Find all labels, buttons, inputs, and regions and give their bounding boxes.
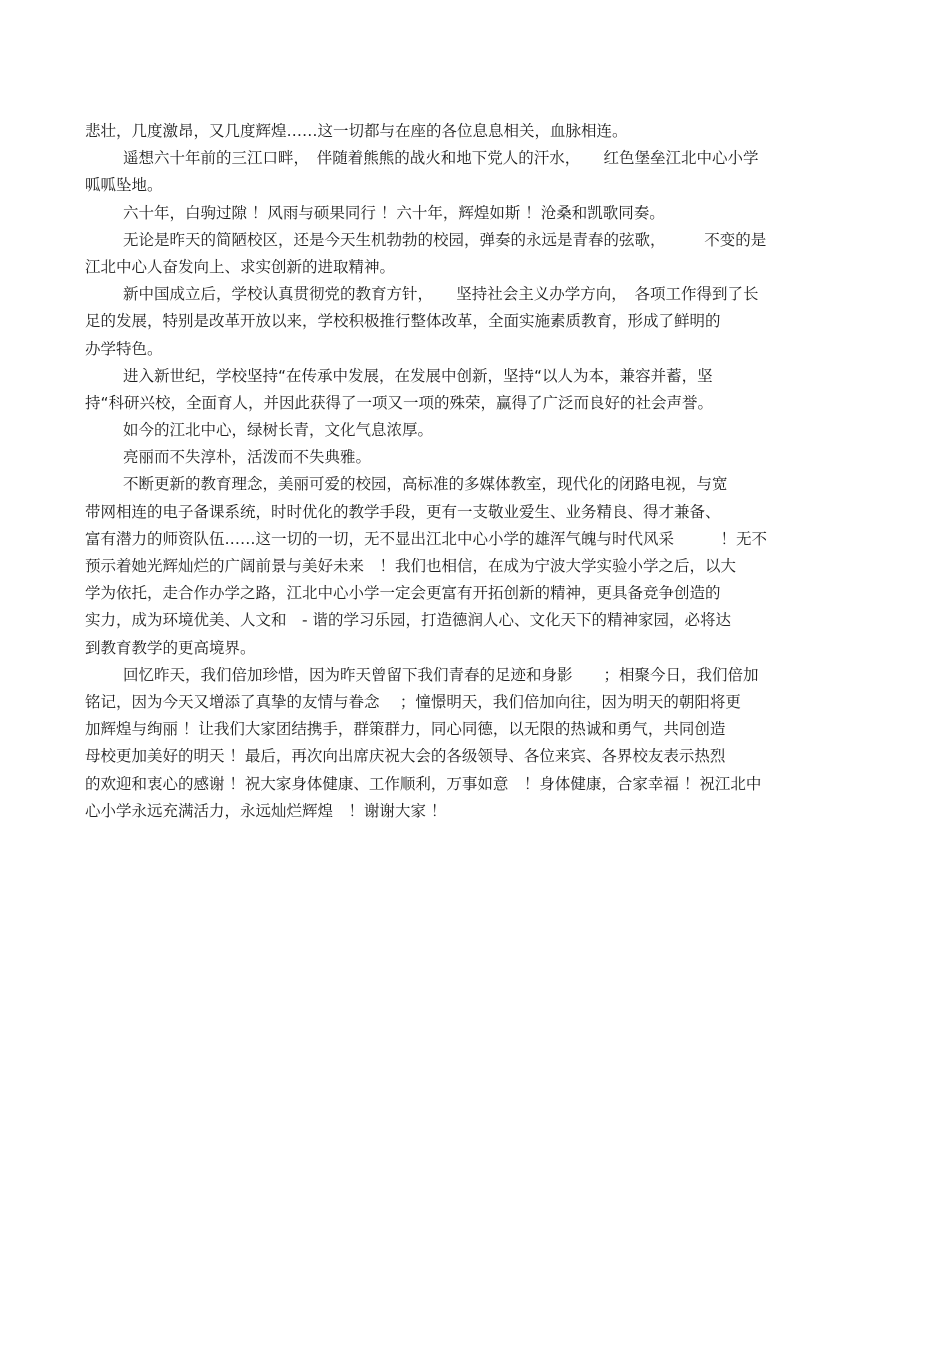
text-line: 持“科研兴校，全面育人，并因此获得了一项又一项的殊荣，赢得了广泛而良好的社会声誉。 <box>85 393 714 412</box>
text-line: 母校更加美好的明天 ！最后，再次向出席庆祝大会的各级领导、各位来宾、各界校友表示热烈 <box>85 747 726 766</box>
text-line: 的欢迎和衷心的感谢 ！祝大家身体健康、工作顺利，万事如意 ！身体健康，合家幸福 ！祝江北中 <box>85 774 762 793</box>
text-line: 江北中心人奋发向上、求实创新的进取精神。 <box>85 257 396 276</box>
text-line: 无论是昨天的简陋校区，还是今天生机勃勃的校园，弹奏的永远是青春的弦歌， 不变的是 <box>123 230 767 249</box>
text-line: 加辉煌与绚丽 ！让我们大家团结携手，群策群力，同心同德，以无限的热诚和勇气，共同创造 <box>85 720 726 739</box>
text-line: 办学特色。 <box>85 339 163 358</box>
text-line: 六十年，白驹过隙 ！风雨与硕果同行 ！六十年，辉煌如斯 ！沧桑和凯歌同奏。 <box>123 203 665 222</box>
text-line: 不断更新的教育理念，美丽可爱的校园，高标准的多媒体教室，现代化的闭路电视，与宽 <box>123 475 728 494</box>
text-line: 足的发展，特别是改革开放以来，学校积极推行整体改革，全面实施素质教育，形成了鲜明的 <box>85 312 721 331</box>
text-line: 新中国成立后，学校认真贯彻党的教育方针， 坚持社会主义办学方向， 各项工作得到了长 <box>123 285 759 304</box>
text-line: 亮丽而不失淳朴，活泼而不失典雅。 <box>123 448 372 467</box>
text-line: 到教育教学的更高境界。 <box>85 638 256 657</box>
text-line: 预示着她光辉灿烂的广阔前景与美好未来 ！我们也相信，在成为宁波大学实验小学之后，以大 <box>85 557 737 575</box>
text-line: 回忆昨天，我们倍加珍惜，因为昨天曾留下我们青春的足迹和身影 ；相聚今日，我们倍加 <box>123 665 759 684</box>
text-line: 遥想六十年前的三江口畔， 伴随着熊熊的战火和地下党人的汗水， 红色堡垒江北中心小学 <box>123 149 759 168</box>
text-line: 呱呱坠地。 <box>85 176 163 195</box>
text-line: 进入新世纪，学校坚持“在传承中发展，在发展中创新，坚持“以人为本，兼容并蓄，坚 <box>123 366 713 385</box>
text-line: 学为依托，走合作办学之路，江北中心小学一定会更富有开拓创新的精神，更具备竞争创造的 <box>85 584 721 603</box>
text-line: 带网相连的电子备课系统，时时优化的教学手段，更有一支敬业爱生、业务精良、得才兼备、 <box>85 502 721 521</box>
text-line: 铭记，因为今天又增添了真挚的友情与眷念 ；憧憬明天，我们倍加向往，因为明天的朝阳将更 <box>85 692 741 711</box>
speech-text-body <box>85 118 870 825</box>
text-line: 富有潜力的师资队伍……这一切的一切，无不显出江北中心小学的雄浑气魄与时代风采 ！无不 <box>85 529 768 548</box>
text-line: 悲壮，几度激昂，又几度辉煌……这一切都与在座的各位息息相关，血脉相连。 <box>85 122 628 140</box>
text-line: 实力，成为环境优美、人文和 - 谐的学习乐园，打造德润人心、文化天下的精神家园，必将达 <box>85 611 732 630</box>
text-line: 心小学永远充满活力，永远灿烂辉煌 ！谢谢大家 ！ <box>85 801 447 820</box>
text-line: 如今的江北中心，绿树长青，文化气息浓厚。 <box>123 421 434 440</box>
